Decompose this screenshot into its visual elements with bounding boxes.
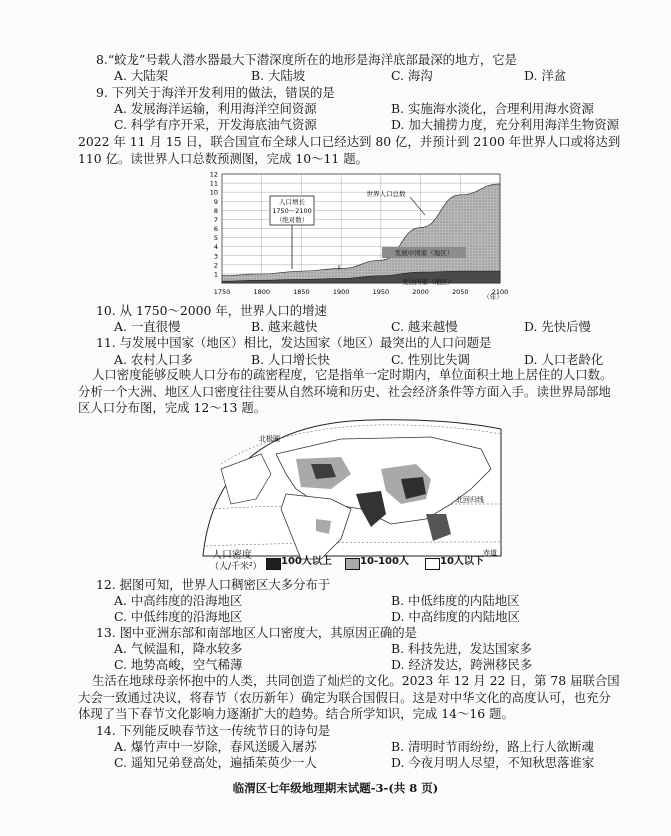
x-tick-label: 1850 (293, 288, 310, 296)
question-14-option-a[interactable]: A. 爆竹声中一岁除，春风送暖入屠苏 (114, 739, 317, 754)
question-9-option-d[interactable]: D. 加大捕捞力度，充分利用海洋生物资源 (391, 117, 620, 132)
passage-3-line-1: 生活在地球母亲怀抱中的人类，共同创造了灿烂的文化。2023 年 12 月 22 日，第 78 届联合国 (92, 673, 620, 688)
chart-y-ticks (210, 171, 218, 279)
question-12-option-d[interactable]: D. 中高纬度的内陆地区 (391, 609, 520, 624)
question-10-option-a[interactable]: A. 一直很慢 (114, 319, 181, 334)
passage-2-line-3: 区人口分布图，完成 12～13 题。 (78, 400, 267, 415)
y-tick-label: 5 (213, 234, 218, 243)
x-tick-label: 2050 (452, 288, 469, 296)
question-8-option-a[interactable]: A. 大陆架 (114, 68, 168, 83)
question-12-option-c[interactable]: C. 中低纬度的沿海地区 (114, 609, 243, 624)
question-8-option-c[interactable]: C. 海沟 (391, 68, 433, 83)
question-10-stem: 10. 从 1750～2000 年，世界人口的增速 (96, 303, 327, 318)
population-density-map (201, 409, 509, 573)
question-11-stem: 11. 与发展中国家（地区）相比，发达国家（地区）最突出的人口问题是 (96, 335, 492, 350)
question-10-option-d[interactable]: D. 先快后慢 (524, 319, 591, 334)
y-tick-label: 4 (213, 243, 218, 252)
question-13-option-a[interactable]: A. 气候温和，降水较多 (114, 641, 243, 656)
question-13-option-d[interactable]: D. 经济发达，跨洲移民多 (391, 657, 533, 672)
question-12-option-b[interactable]: B. 中低纬度的内陆地区 (391, 593, 520, 608)
question-9-option-c[interactable]: C. 科学有序开采，开发海底油气资源 (114, 117, 317, 132)
legend-swatch-medium (345, 558, 360, 570)
legend-label-low: 10人以下 (440, 556, 484, 567)
box-line-3: （绝对数） (275, 216, 309, 224)
question-9-option-b[interactable]: B. 实施海水淡化，合理利用海水资源 (391, 101, 594, 116)
question-9-option-a[interactable]: A. 发展海洋运输，利用海洋空间资源 (114, 101, 317, 116)
equator-label: 赤道 (483, 549, 497, 557)
x-tick-label: 1950 (372, 288, 390, 296)
question-9-stem: 9. 下列关于海洋开发利用的做法，错误的是 (96, 85, 335, 100)
question-11-option-b[interactable]: B. 人口增长快 (251, 352, 330, 367)
question-14-option-d[interactable]: D. 今夜月明人尽望，不知秋思落谁家 (391, 755, 595, 770)
passage-2-line-2: 分析一个大洲、地区人口密度往往要从自然环境和历史、社会经济条件等方面入手。读世界局部地 (78, 384, 611, 399)
series-label-developing: 发展中国家（地区） (394, 249, 454, 257)
question-12-stem: 12. 据图可知，世界人口稠密区大多分布于 (96, 577, 331, 592)
y-tick-label: 8 (213, 206, 218, 215)
passage-1-line-1: 2022 年 11 月 15 日，联合国宣布全球人口已经达到 80 亿，并预计到 2100 年世界人口或将达到 (78, 134, 621, 149)
question-11-option-c[interactable]: C. 性别比失调 (391, 352, 470, 367)
question-14-option-c[interactable]: C. 遥知兄弟登高处，遍插茱萸少一人 (114, 755, 317, 770)
legend-swatch-low (425, 558, 440, 570)
question-10-option-b[interactable]: B. 越来越快 (251, 319, 318, 334)
y-tick-label: 9 (213, 197, 218, 206)
y-tick-label: 2 (213, 261, 218, 270)
y-tick-label: 7 (213, 215, 218, 224)
passage-3-line-2: 大会一致通过决议，将春节（农历新年）确定为联合国假日。这是对中华文化的高度认可，也充分 (78, 690, 611, 705)
question-12-option-a[interactable]: A. 中高纬度的沿海地区 (114, 593, 243, 608)
arctic-label: 北极圈 (259, 435, 280, 443)
passage-2-line-1: 人口密度能够反映人口分布的疏密程度，它是指单一定时期内，单位面积土地上居住的人口数。 (92, 367, 613, 382)
y-tick-label: 1 (213, 270, 218, 279)
question-10-option-c[interactable]: C. 越来越慢 (391, 319, 458, 334)
y-tick-label: 3 (213, 252, 218, 261)
chart-x-ticks (214, 288, 509, 296)
passage-1-line-2: 110 亿。读世界人口总数预测图，完成 10～11 题。 (78, 151, 369, 166)
series-label-developed: 发达国家（地区） (402, 278, 454, 286)
legend-label-high: 100人以上 (281, 556, 332, 567)
page-footer: 临渭区七年级地理期末试题-3-(共 8 页) (232, 781, 439, 795)
legend-label-medium: 10-100人 (360, 556, 409, 567)
total-label: 世界人口总数 (366, 190, 406, 198)
question-8-stem: 8.“蛟龙”号载人潜水器最大下潜深度所在的地形是海洋底部最深的地方，它是 (96, 52, 517, 67)
question-8-option-d[interactable]: D. 洋盆 (524, 68, 567, 83)
question-11-option-d[interactable]: D. 人口老龄化 (524, 352, 604, 367)
question-14-stem: 14. 下列能反映春节这一传统节日的诗句是 (96, 723, 331, 738)
tropic-label: 北回归线 (456, 496, 484, 504)
legend-unit: （人/千米²） (210, 562, 262, 572)
x-tick-label: 2100 (491, 288, 509, 296)
question-8-option-b[interactable]: B. 大陆坡 (251, 68, 306, 83)
y-tick-label: 11 (209, 179, 218, 188)
y-tick-label: 12 (209, 170, 218, 179)
question-14-option-b[interactable]: B. 清明时节雨纷纷，路上行人欲断魂 (391, 739, 594, 754)
question-13-stem: 13. 图中亚洲东部和南部地区人口密度大，其原因正确的是 (96, 625, 418, 640)
legend-swatch-high (266, 558, 281, 570)
y-tick-label: 6 (213, 225, 218, 233)
x-tick-label: 1900 (332, 288, 350, 296)
question-13-option-c[interactable]: C. 地势高峻，空气稀薄 (114, 657, 243, 672)
world-population-chart (200, 170, 509, 301)
box-line-1: 人口增长 (279, 198, 305, 206)
y-tick-label: 10 (209, 188, 218, 197)
x-tick-label: 1800 (253, 288, 270, 296)
passage-3-line-3: 体现了当下春节文化影响力逐渐扩大的趋势。结合所学知识，完成 14～16 题。 (78, 706, 514, 721)
x-tick-label: 1750 (213, 288, 231, 296)
legend-title: 人口密度 (212, 550, 252, 561)
box-line-2: 1750～2100 (272, 207, 312, 215)
question-11-option-a[interactable]: A. 农村人口多 (114, 352, 193, 367)
question-13-option-b[interactable]: B. 科技先进，发达国家多 (391, 641, 532, 656)
x-axis-unit: （年） (483, 293, 503, 301)
x-tick-label: 2000 (412, 288, 429, 296)
